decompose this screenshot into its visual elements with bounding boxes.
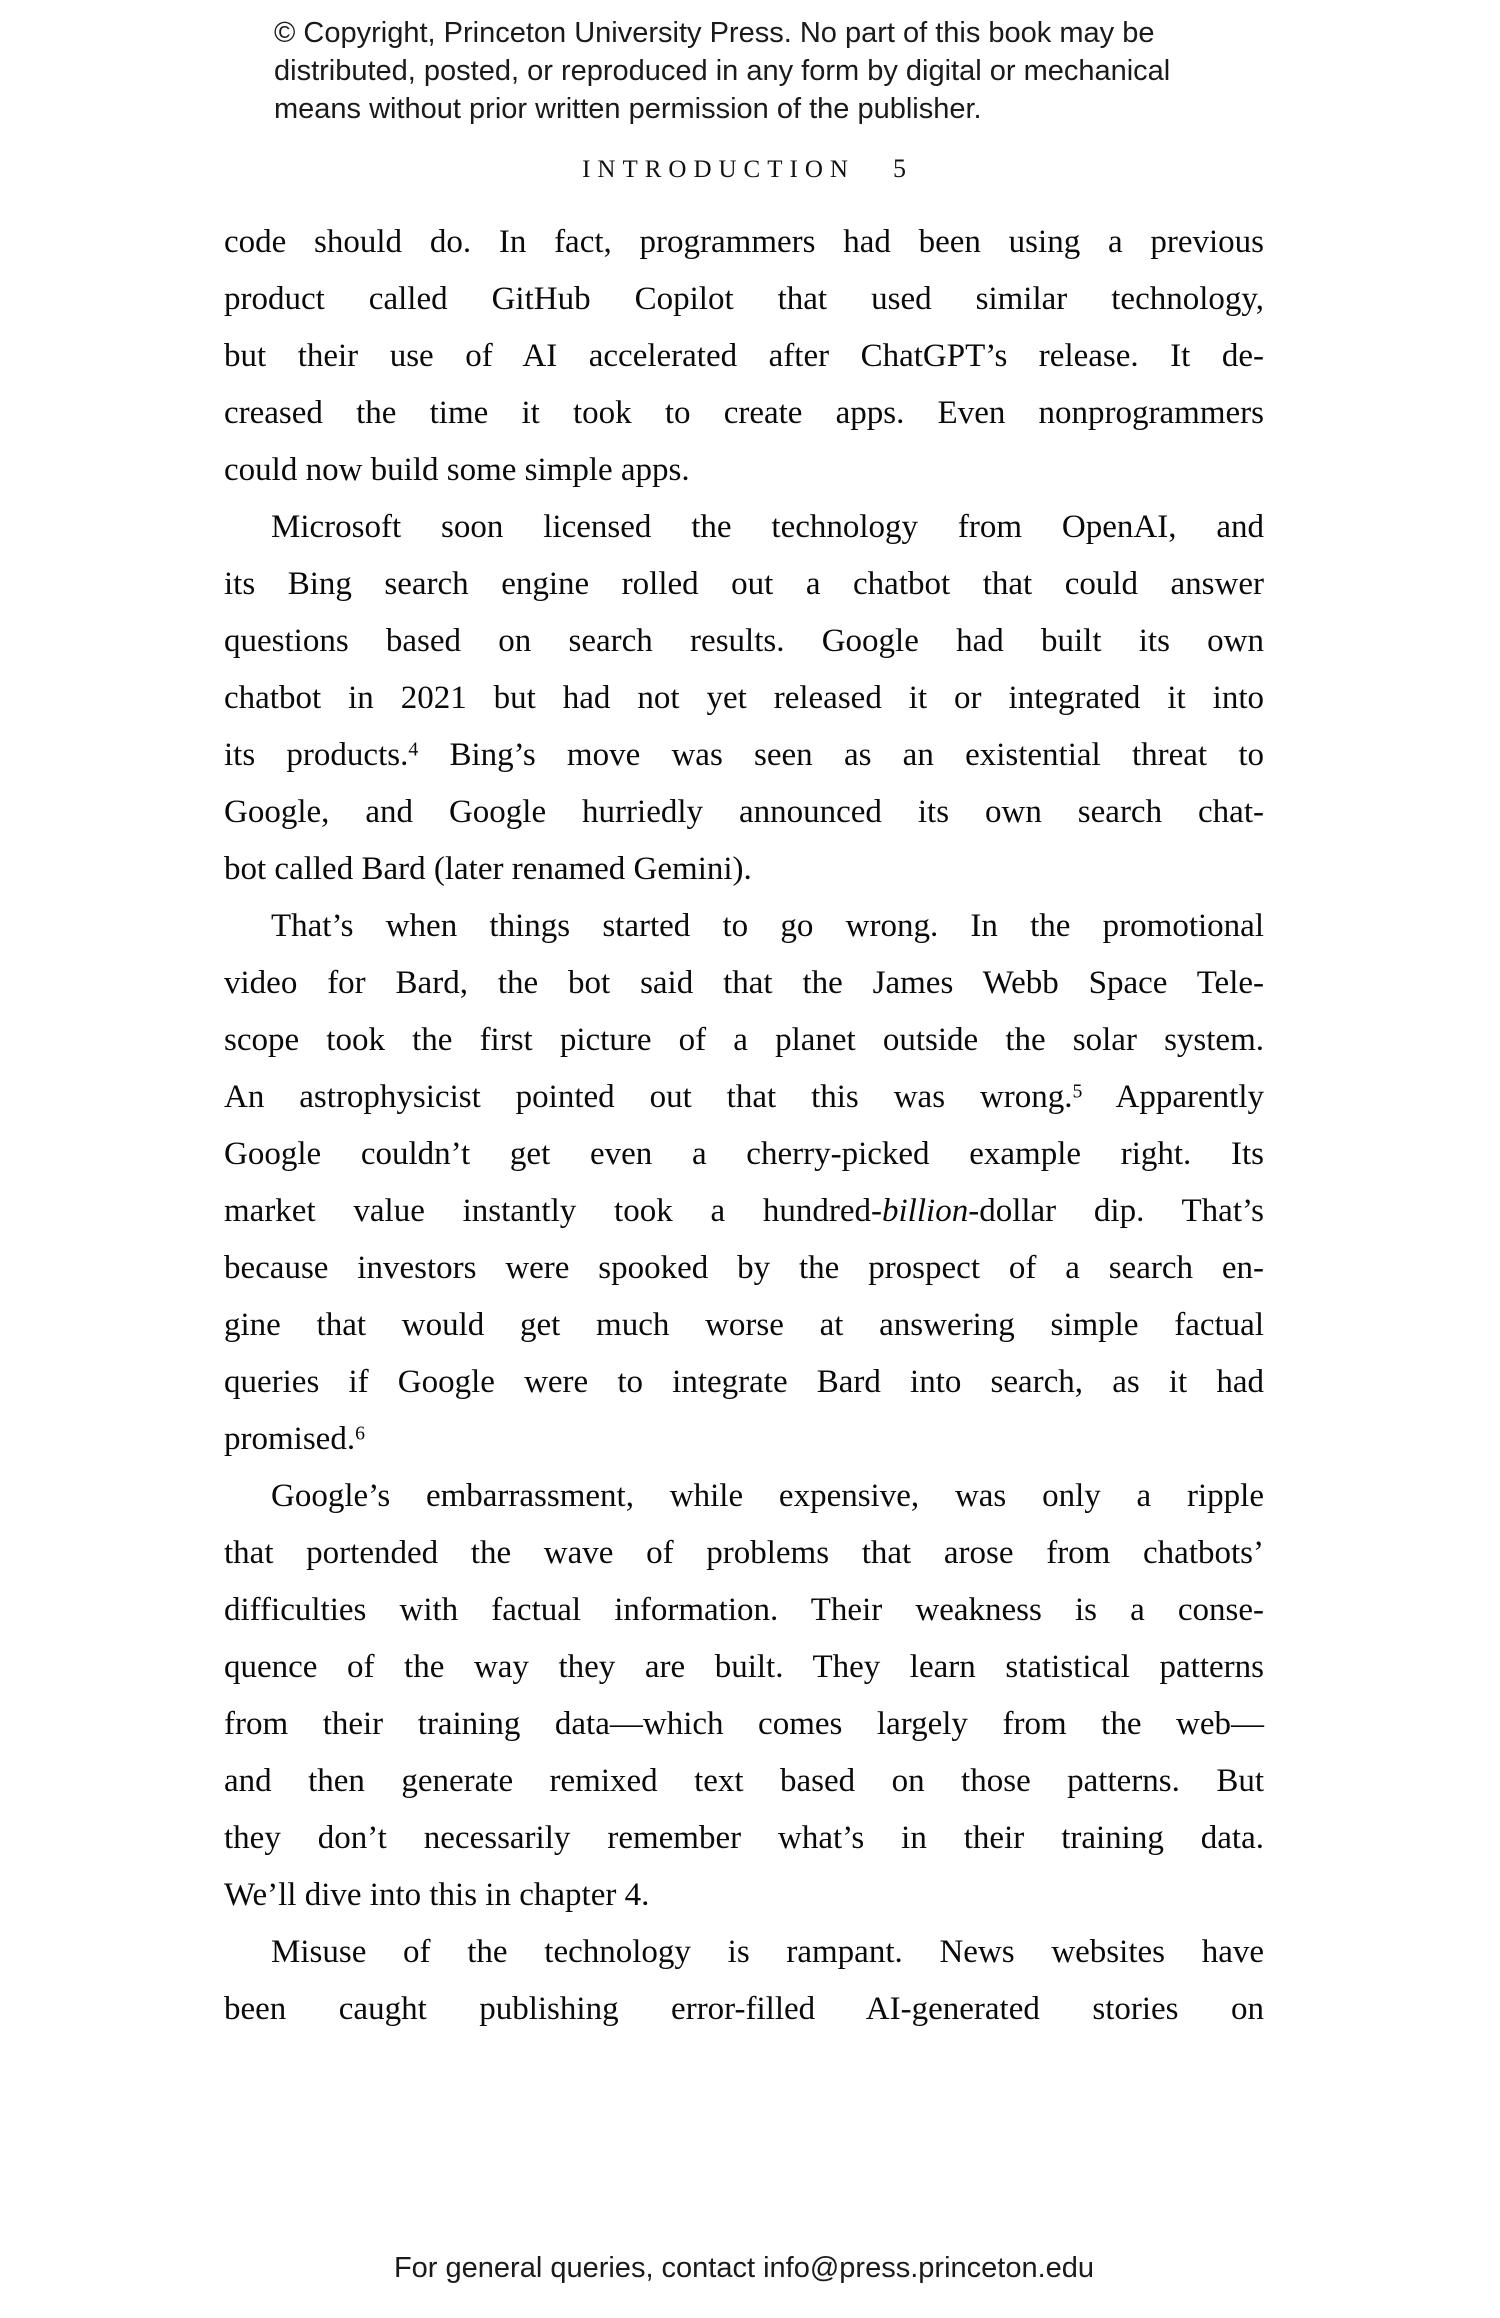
text-segment: code should do. In fact, programmers had been using a previous <box>224 224 1264 260</box>
text-line <box>224 1411 1264 1468</box>
text-segment: Google, and Google hurriedly announced its own search chat- <box>224 794 1264 830</box>
text-segment: chatbot in 2021 but had not yet released it or integrated it into <box>224 680 1264 716</box>
text-line <box>224 214 1264 271</box>
text-line <box>224 1525 1264 1582</box>
text-line <box>224 1981 1264 2038</box>
text-line <box>224 727 1264 784</box>
text-line <box>224 841 1264 898</box>
text-line <box>224 1924 1264 1981</box>
running-head <box>224 154 1264 184</box>
footnote-ref: 6 <box>355 1422 365 1445</box>
text-segment: its products. <box>224 737 409 773</box>
text-segment: market value instantly took a hundred- <box>224 1193 883 1229</box>
text-segment: video for Bard, the bot said that the James Webb Space Tele- <box>224 965 1264 1001</box>
text-segment: gine that would get much worse at answering simple factual <box>224 1307 1264 1343</box>
text-line <box>224 1297 1264 1354</box>
text-line <box>224 784 1264 841</box>
text-line <box>224 1126 1264 1183</box>
footnote-ref: 5 <box>1072 1080 1083 1103</box>
text-line <box>224 613 1264 670</box>
text-segment: difficulties with factual information. Their weakness is a conse- <box>224 1592 1264 1628</box>
text-segment: questions based on search results. Google had built its own <box>224 623 1264 659</box>
paragraph <box>224 214 1264 499</box>
text-segment: Misuse of the technology is rampant. News websites have <box>271 1934 1264 1970</box>
footnote-ref: 4 <box>408 738 419 761</box>
text-segment: promised. <box>224 1421 356 1457</box>
text-line <box>224 1012 1264 1069</box>
text-segment: Google’s embarrassment, while expensive, was only a ripple <box>271 1478 1264 1514</box>
text-line <box>224 1867 1264 1924</box>
text-line <box>224 556 1264 613</box>
text-segment: its Bing search engine rolled out a chatbot that could answer <box>224 566 1264 602</box>
text-segment: We’ll dive into this in chapter 4. <box>224 1877 650 1913</box>
text-line <box>224 1753 1264 1810</box>
text-line <box>224 1810 1264 1867</box>
text-segment: billion <box>882 1193 969 1229</box>
text-line <box>224 1582 1264 1639</box>
text-line <box>224 442 1264 499</box>
text-segment: That’s when things started to go wrong. In the promotional <box>271 908 1264 944</box>
paragraph <box>224 898 1264 1468</box>
text-segment: could now build some simple apps. <box>224 452 690 488</box>
page-number: 5 <box>892 154 906 183</box>
text-line <box>224 1468 1264 1525</box>
text-line <box>224 499 1264 556</box>
text-segment: and then generate remixed text based on those patterns. But <box>224 1763 1264 1799</box>
copyright-line: distributed, posted, or reproduced in any form by digital or mechanical <box>274 55 1171 87</box>
text-line <box>224 271 1264 328</box>
text-line <box>224 1354 1264 1411</box>
text-segment: been caught publishing error-filled AI-generated stories on <box>224 1991 1264 2027</box>
copyright-line: © Copyright, Princeton University Press. No part of this book may be <box>274 17 1155 49</box>
text-segment: -dollar dip. That’s <box>968 1193 1264 1229</box>
text-segment: An astrophysicist pointed out that this was wrong. <box>224 1079 1073 1115</box>
text-segment: that portended the wave of problems that arose from chatbots’ <box>224 1535 1264 1571</box>
copyright-line: means without prior written permission of the publisher. <box>274 93 982 125</box>
text-line <box>224 898 1264 955</box>
text-line <box>224 1639 1264 1696</box>
footer-contact: For general queries, contact info@press.princeton.edu <box>393 2252 1095 2284</box>
text-segment: scope took the first picture of a planet outside the solar system. <box>224 1022 1264 1058</box>
text-segment: Apparently <box>1082 1079 1264 1115</box>
text-segment: from their training data—which comes largely from the web— <box>224 1706 1264 1742</box>
paragraph <box>224 1924 1264 2038</box>
text-line <box>224 955 1264 1012</box>
text-segment: quence of the way they are built. They learn statistical patterns <box>224 1649 1264 1685</box>
copyright-notice <box>274 14 1274 128</box>
text-line <box>224 670 1264 727</box>
text-segment: they don’t necessarily remember what’s in their training data. <box>224 1820 1264 1856</box>
body-text <box>224 214 1264 2038</box>
text-line <box>224 328 1264 385</box>
text-line <box>224 1183 1264 1240</box>
text-line <box>224 1240 1264 1297</box>
text-line <box>224 1069 1264 1126</box>
text-segment: Bing’s move was seen as an existential threat to <box>418 737 1264 773</box>
text-segment: product called GitHub Copilot that used similar technology, <box>224 281 1264 317</box>
text-segment: because investors were spooked by the prospect of a search en- <box>224 1250 1264 1286</box>
text-line <box>224 385 1264 442</box>
chapter-title: INTRODUCTION <box>582 156 855 183</box>
text-line <box>224 1696 1264 1753</box>
text-segment: Microsoft soon licensed the technology from OpenAI, and <box>271 509 1264 545</box>
text-segment: bot called Bard (later renamed Gemini). <box>224 851 752 887</box>
text-segment: but their use of AI accelerated after ChatGPT’s release. It de- <box>224 338 1264 374</box>
text-segment: creased the time it took to create apps. Even nonprogrammers <box>224 395 1264 431</box>
text-segment: Google couldn’t get even a cherry-picked example right. Its <box>224 1136 1264 1172</box>
paragraph <box>224 499 1264 898</box>
paragraph <box>224 1468 1264 1924</box>
text-segment: queries if Google were to integrate Bard into search, as it had <box>224 1364 1264 1400</box>
